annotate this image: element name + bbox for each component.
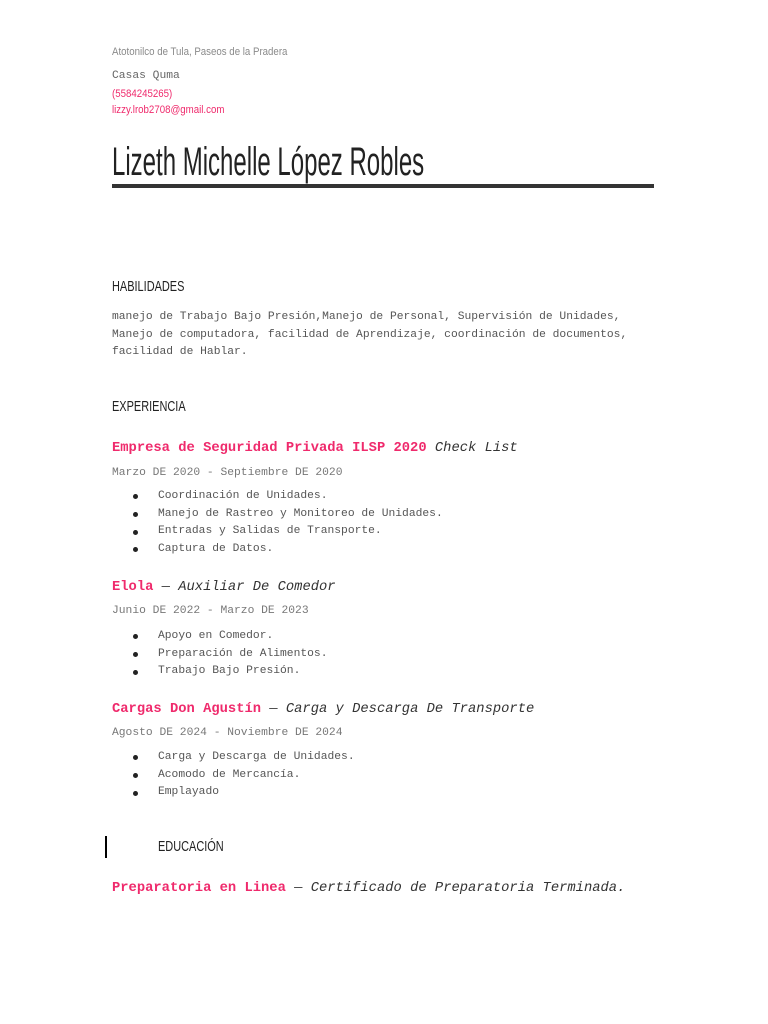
list-item <box>112 663 327 681</box>
contact-phone[interactable]: (5584245265) <box>112 88 173 100</box>
education-title-line <box>112 880 625 898</box>
name-underline-rule <box>112 184 654 188</box>
job-employer: Elola <box>112 580 154 595</box>
job-title-line <box>112 440 518 458</box>
list-item <box>112 541 443 559</box>
skills-heading: HABILIDADES <box>112 278 185 295</box>
bullet-icon <box>133 755 138 760</box>
bullet-icon <box>133 773 138 778</box>
job-duties-list <box>112 628 327 681</box>
duty-text: Captura de Datos. <box>158 543 274 556</box>
bullet-icon <box>133 652 138 657</box>
list-item <box>112 646 327 664</box>
duty-text: Entradas y Salidas de Transporte. <box>158 525 382 538</box>
job-employer: Cargas Don Agustín <box>112 702 262 717</box>
job-dates: Marzo DE 2020 - Septiembre DE 2020 <box>112 467 343 479</box>
job-duties-list <box>112 749 355 802</box>
duty-text: Acomodo de Mercancía. <box>158 768 301 781</box>
list-item <box>112 628 327 646</box>
contact-company: Casas Quma <box>112 70 180 82</box>
job-role: Auxiliar De Comedor <box>178 580 336 595</box>
job-duties-list <box>112 488 443 559</box>
list-item <box>112 506 443 524</box>
list-item <box>112 767 355 785</box>
list-item <box>112 749 355 767</box>
duty-text: Emplayado <box>158 786 220 799</box>
contact-email[interactable]: lizzy.lrob2708@gmail.com <box>112 104 225 116</box>
bullet-icon <box>133 547 138 552</box>
bullet-icon <box>133 634 138 639</box>
contact-address: Atotonilco de Tula, Paseos de la Pradera <box>112 46 288 58</box>
job-separator <box>427 441 435 456</box>
duty-text: Preparación de Alimentos. <box>158 647 328 660</box>
job-separator: — <box>261 702 286 717</box>
bullet-icon <box>133 791 138 796</box>
job-employer: Empresa de Seguridad Privada ILSP 2020 <box>112 441 427 456</box>
list-item <box>112 523 443 541</box>
text-cursor <box>105 836 107 858</box>
bullet-icon <box>133 530 138 535</box>
job-title-line <box>112 579 336 597</box>
education-heading[interactable]: EDUCACIÓN <box>158 838 224 855</box>
bullet-icon <box>133 494 138 499</box>
duty-text: Apoyo en Comedor. <box>158 630 274 642</box>
job-dates: Junio DE 2022 - Marzo DE 2023 <box>112 605 309 617</box>
skills-text: manejo de Trabajo Bajo Presión,Manejo de Personal, Supervisión de Unidades, Manejo de computadora, facilidad de Aprendizaje, coordinación de documentos, facilidad de Hablar. <box>112 311 628 358</box>
duty-text: Trabajo Bajo Presión. <box>158 665 301 678</box>
candidate-name: Lizeth Michelle López Robles <box>112 140 425 184</box>
job-role: Check List <box>434 441 518 456</box>
job-dates: Agosto DE 2024 - Noviembre DE 2024 <box>112 727 343 739</box>
education-detail: Certificado de Preparatoria Terminada. <box>310 881 626 896</box>
education-school: Preparatoria en Linea <box>112 881 286 896</box>
bullet-icon <box>133 670 138 675</box>
bullet-icon <box>133 512 138 517</box>
duty-text: Coordinación de Unidades. <box>158 490 328 502</box>
experience-heading: EXPERIENCIA <box>112 398 186 415</box>
duty-text: Carga y Descarga de Unidades. <box>158 751 355 763</box>
duty-text: Manejo de Rastreo y Monitoreo de Unidades. <box>158 507 443 520</box>
education-separator: — <box>285 881 311 896</box>
job-role: Carga y Descarga De Transporte <box>285 702 535 717</box>
job-title-line <box>112 701 534 719</box>
job-separator: — <box>153 580 179 595</box>
list-item <box>112 488 443 506</box>
list-item <box>112 784 355 802</box>
